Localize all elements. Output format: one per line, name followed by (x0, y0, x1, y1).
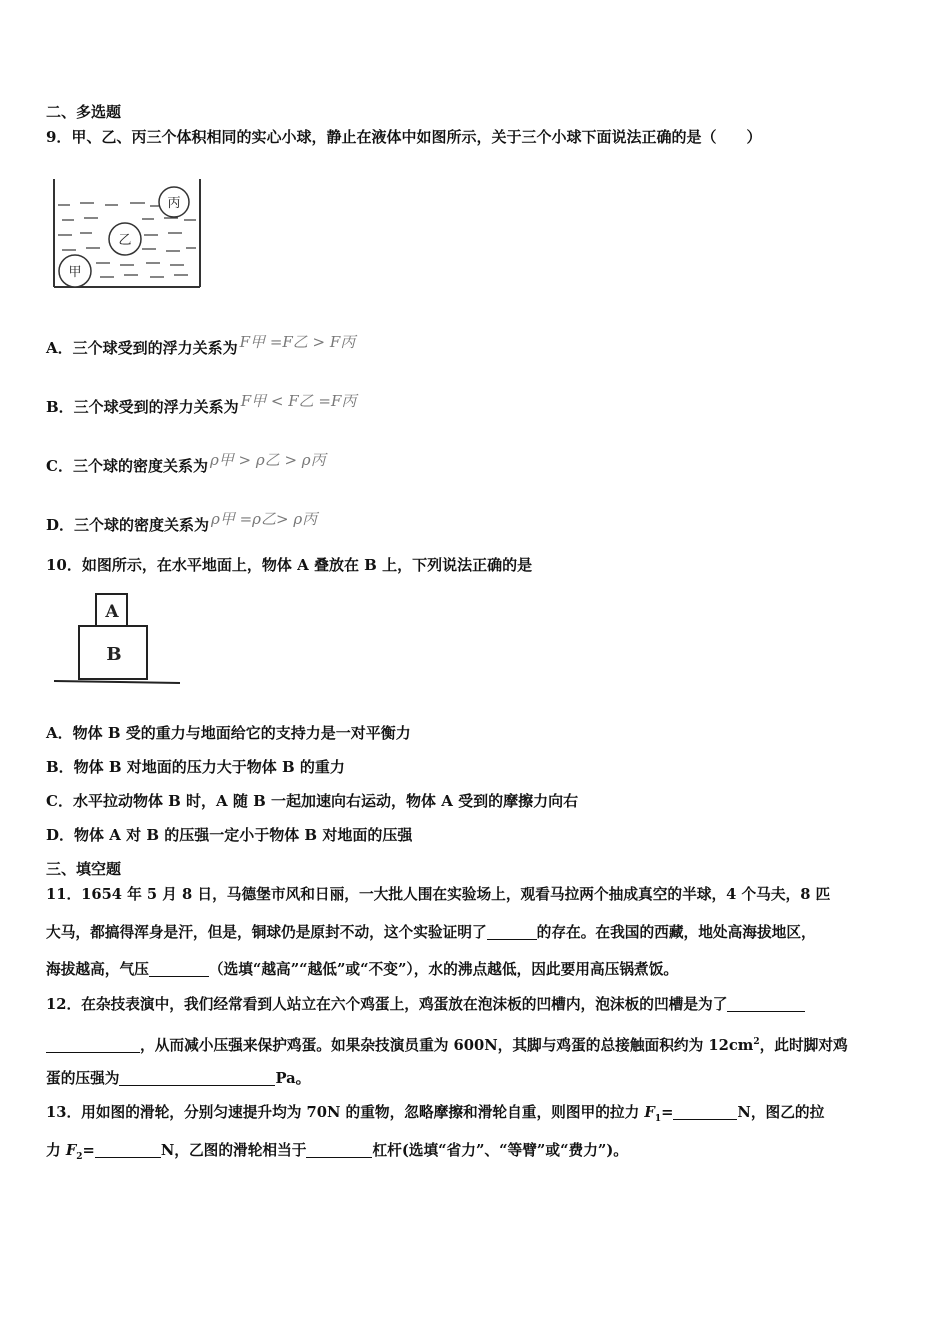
q13-line-1 (46, 1103, 824, 1129)
q9-option-d (46, 509, 317, 535)
q13-blank-2[interactable] (95, 1142, 161, 1158)
q9-option-d-text: D．三个球的密度关系为 (46, 516, 210, 534)
q13-line-2c: N，乙图的滑轮相当于 (160, 1142, 307, 1159)
question-10-stem: 10．如图所示，在水平地面上，物体 A 叠放在 B 上，下列说法正确的是 (46, 556, 533, 574)
q11-blank-2[interactable] (149, 961, 209, 977)
ball-jia-label: 甲 (68, 265, 82, 280)
q10-option-b: B．物体 B 对地面的压力大于物体 B 的重力 (46, 758, 345, 776)
q9-option-a (46, 332, 355, 358)
q12-blank-2[interactable] (119, 1070, 275, 1086)
block-a-label: A (105, 602, 119, 622)
q10-option-d: D．物体 A 对 B 的压强一定小于物体 B 对地面的压强 (46, 826, 413, 844)
q9-option-c (46, 450, 326, 476)
q11-line-3 (46, 960, 678, 980)
q13-line-2a: 力 (46, 1142, 66, 1159)
section-title-multiple-choice: 二、多选题 (46, 103, 122, 121)
q11-line-2b: 的存在。在我国的西藏，地处高海拔地区， (536, 924, 816, 941)
q12-line-3 (46, 1069, 310, 1089)
q11-line-2 (46, 923, 816, 943)
q12-line-2-sup: 2 (753, 1037, 760, 1047)
q9-option-a-formula: F甲 =F乙 > F丙 (239, 333, 356, 351)
q13-line-2 (46, 1141, 628, 1167)
q13-line-2b: = (82, 1142, 95, 1159)
q13-f2-var: F (65, 1142, 77, 1159)
q10-option-a: A．物体 B 受的重力与地面给它的支持力是一对平衡力 (46, 724, 411, 742)
q9-option-b-formula: F甲 < F乙 =F丙 (240, 392, 357, 410)
q12-line-2 (46, 1032, 848, 1056)
q13-line-1a: 13．用如图的滑轮，分别匀速提升均为 70N 的重物，忽略摩擦和滑轮自重，则图甲的拉力 (46, 1104, 645, 1121)
q12-line-2a: ，从而减小压强来保护鸡蛋。如果杂技演员重为 600N，其脚与鸡蛋的总接触面积约为 12cm (140, 1037, 754, 1054)
section-title-fill-in: 三、填空题 (46, 860, 122, 878)
q9-liquid-figure (50, 175, 206, 291)
q11-line-2a: 大马，都搞得浑身是汗，但是，铜球仍是原封不动，这个实验证明了 (46, 924, 487, 941)
q13-f2-sub: 2 (76, 1151, 83, 1162)
q13-f1-var: F (644, 1104, 655, 1121)
block-b-label: B (106, 644, 122, 665)
ground-line (54, 681, 180, 683)
q12-blank-1b[interactable] (46, 1037, 140, 1053)
q11-blank-1[interactable] (487, 924, 537, 940)
q9-option-b (46, 391, 356, 417)
q13-line-1b: = (661, 1104, 674, 1121)
q12-line-2b: ，此时脚对鸡 (759, 1037, 848, 1054)
q9-option-c-formula: ρ甲 > ρ乙 > ρ丙 (209, 451, 326, 469)
q13-line-1c: N，图乙的拉 (737, 1104, 825, 1121)
q10-option-c: C．水平拉动物体 B 时，A 随 B 一起加速向右运动，物体 A 受到的摩擦力向右 (46, 792, 579, 810)
q13-line-2d: 杠杆(选填“省力”、“等臂”或“费力”)。 (372, 1142, 628, 1159)
q12-blank-1a[interactable] (727, 996, 805, 1012)
q9-option-a-text: A．三个球受到的浮力关系为 (46, 339, 238, 357)
q13-f1-sub: 1 (654, 1113, 662, 1124)
q11-line-3b: （选填“越高”“越低”或“不变”），水的沸点越低，因此要用高压锅煮饭。 (208, 961, 679, 978)
q9-option-b-text: B．三个球受到的浮力关系为 (46, 398, 239, 416)
q9-option-d-formula: ρ甲 =ρ乙> ρ丙 (211, 510, 318, 528)
q12-line-1 (46, 995, 805, 1015)
q13-blank-1[interactable] (673, 1104, 737, 1120)
question-9-stem: 9．甲、乙、丙三个体积相同的实心小球，静止在液体中如图所示，关于三个小球下面说法正确的是（ ） (46, 128, 762, 146)
ball-bing-label: 丙 (167, 196, 181, 211)
q13-blank-3[interactable] (306, 1142, 372, 1158)
q11-line-3a: 海拔越高，气压 (46, 961, 149, 978)
q11-line-1: 11．1654 年 5 月 8 日，马德堡市风和日丽，一大批人围在实验场上，观看马拉两个抽成真空的半球，4 个马夫，8 匹 (46, 886, 831, 903)
q9-option-c-text: C．三个球的密度关系为 (46, 457, 208, 475)
q12-line-3a: 蛋的压强为 (46, 1070, 120, 1087)
q12-line-3b: Pa。 (275, 1070, 311, 1087)
ball-yi-label: 乙 (118, 233, 132, 248)
q10-blocks-figure (50, 590, 182, 688)
q12-line-1-text: 12．在杂技表演中，我们经常看到人站立在六个鸡蛋上，鸡蛋放在泡沫板的凹槽内，泡沫板的凹槽是为了 (46, 996, 728, 1013)
